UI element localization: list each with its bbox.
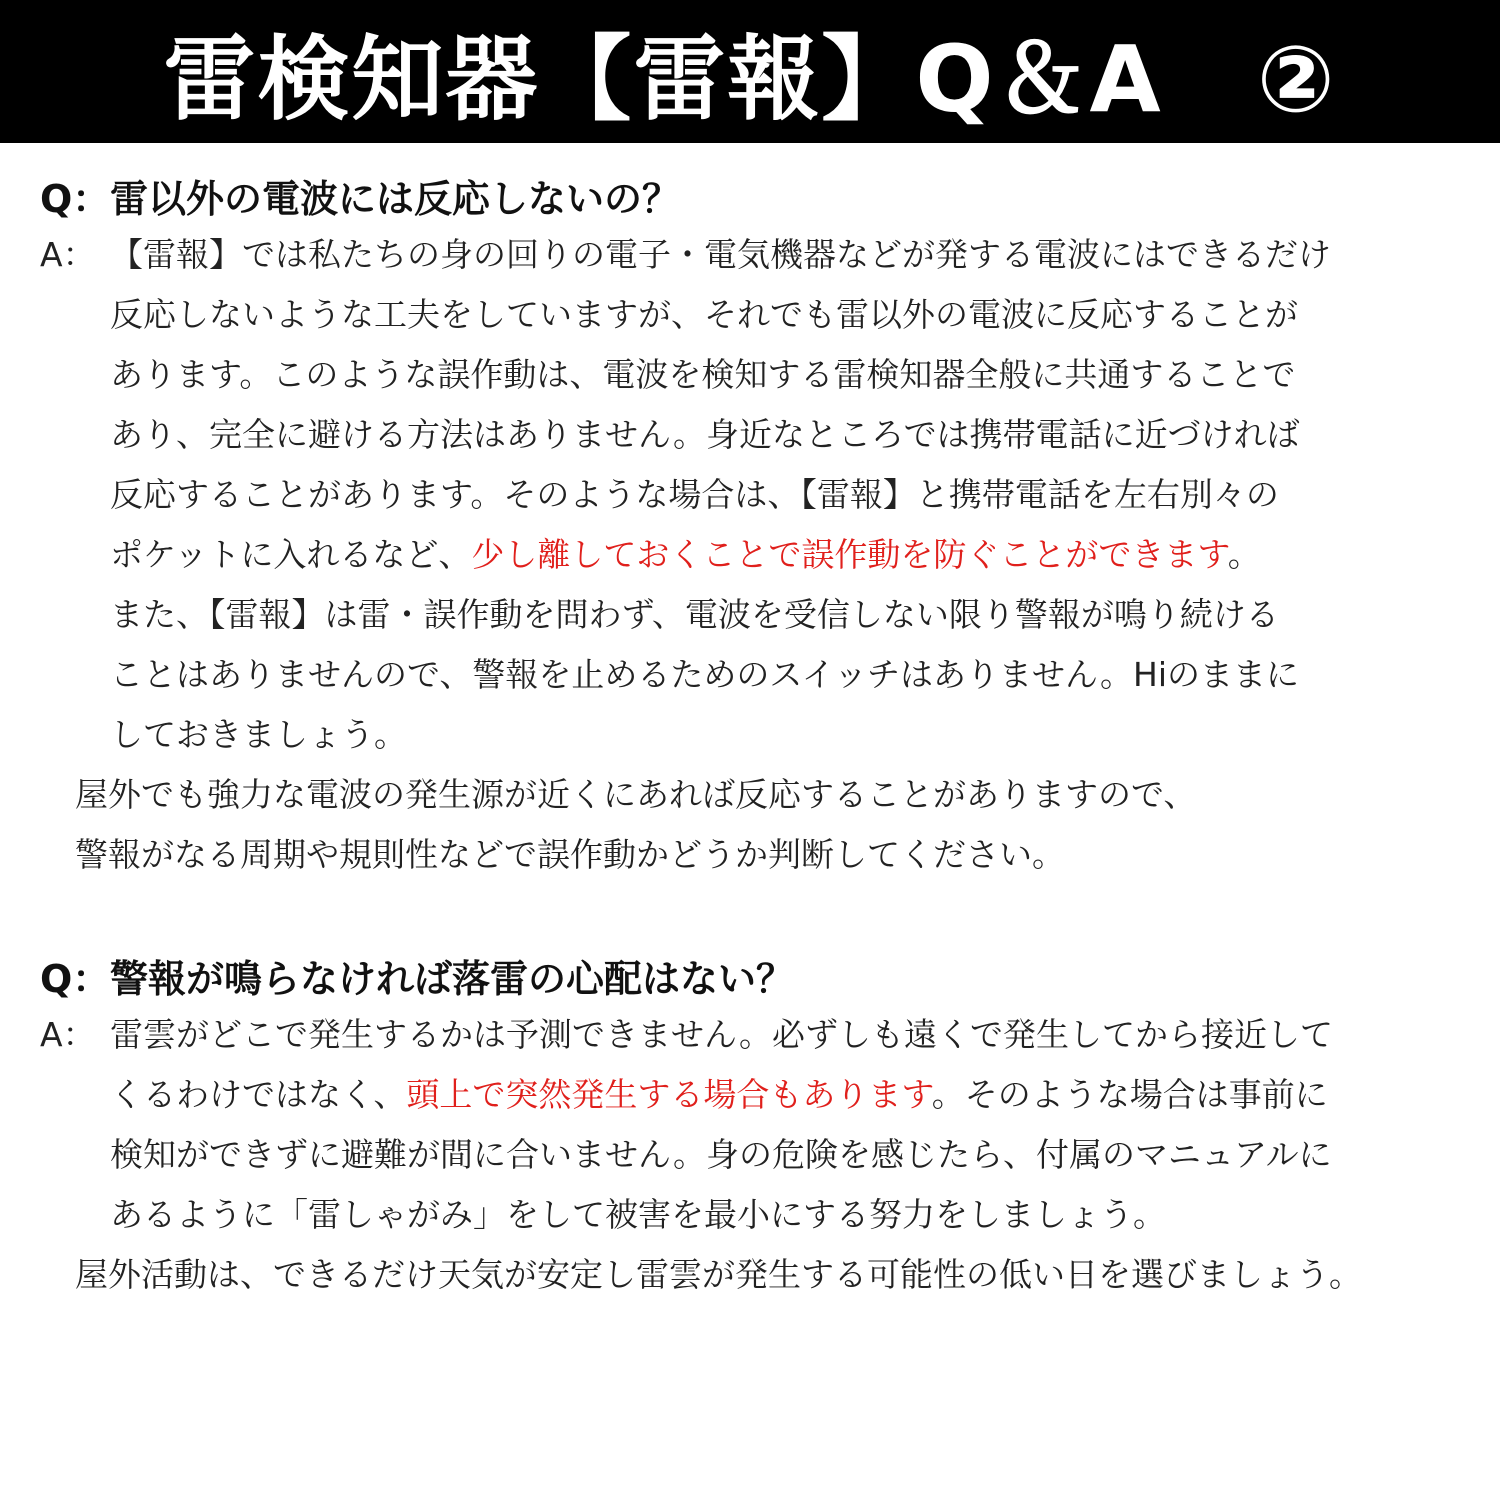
answer-1-line-2: 反応しないような工夫をしていますが、それでも雷以外の電波に反応することが (110, 295, 1298, 334)
answer-2-line-1: 雷雲がどこで発生するかは予測できません。必ずしも遠くで発生してから接近して (110, 1015, 1333, 1054)
answer-2-line-2-end: 。そのような場合は事前に (931, 1075, 1328, 1114)
answer-2-line-2 (110, 1069, 1328, 1116)
question-2 (40, 948, 794, 1003)
question-2-label: Q： (40, 957, 111, 1001)
answer-1-line-4: あり、完全に避ける方法はありません。身近なところでは携帯電話に近づければ (110, 415, 1300, 454)
answer-1-label: A： (40, 235, 96, 274)
question-1-label: Q： (40, 177, 111, 221)
answer-1-highlight: 少し離しておくことで誤作動を防ぐことができます (471, 535, 1228, 574)
answer-2-line-3: 検知ができずに避難が間に合いません。身の危険を感じたら、付属のマニュアルに (110, 1135, 1332, 1174)
question-1-text: 雷以外の電波には反応しないの？ (110, 177, 681, 221)
answer-2-highlight: 頭上で突然発生する場合もあります (406, 1075, 932, 1114)
title-bar (0, 0, 1500, 143)
question-2-text: 警報が鳴らなければ落雷の心配はない？ (110, 957, 795, 1001)
note-1-line-1: 屋外でも強力な電波の発生源が近くにあれば反応することがありますので、 (75, 775, 1197, 814)
answer-1-line-7: また、【雷報】は雷・誤作動を問わず、電波を受信しない限り警報が鳴り続ける (110, 595, 1279, 634)
answer-1-line-3: あります。このような誤作動は、電波を検知する雷検知器全般に共通することで (110, 355, 1296, 394)
question-1 (40, 168, 680, 223)
answer-1-line-9: しておきましょう。 (110, 715, 407, 754)
answer-1-line-6-end: 。 (1227, 535, 1261, 574)
answer-2-line-2-text: くるわけではなく、 (110, 1075, 407, 1114)
note-2-line-1: 屋外活動は、できるだけ天気が安定し雷雲が発生する可能性の低い日を選びましょう。 (75, 1255, 1362, 1294)
answer-2-label: A： (40, 1015, 96, 1054)
answer-1-line-6-text: ポケットに入れるなど、 (110, 535, 472, 574)
answer-1-line-8: ことはありませんので、警報を止めるためのスイッチはありません。Hiのままに (110, 655, 1299, 694)
note-1-line-2: 警報がなる周期や規則性などで誤作動かどうか判断してください。 (75, 835, 1065, 874)
answer-1-line-5: 反応することがあります。そのような場合は、【雷報】と携帯電話を左右別々の (110, 475, 1279, 514)
answer-2-line-4: あるように「雷しゃがみ」をして被害を最小にする努力をしましょう。 (110, 1195, 1166, 1234)
page-title: 雷検知器【雷報】Q＆A ② (163, 25, 1337, 133)
answer-1-line-1: 【雷報】では私たちの身の回りの電子・電気機器などが発する電波にはできるだけ (110, 235, 1331, 274)
answer-1-line-6 (110, 529, 1261, 576)
